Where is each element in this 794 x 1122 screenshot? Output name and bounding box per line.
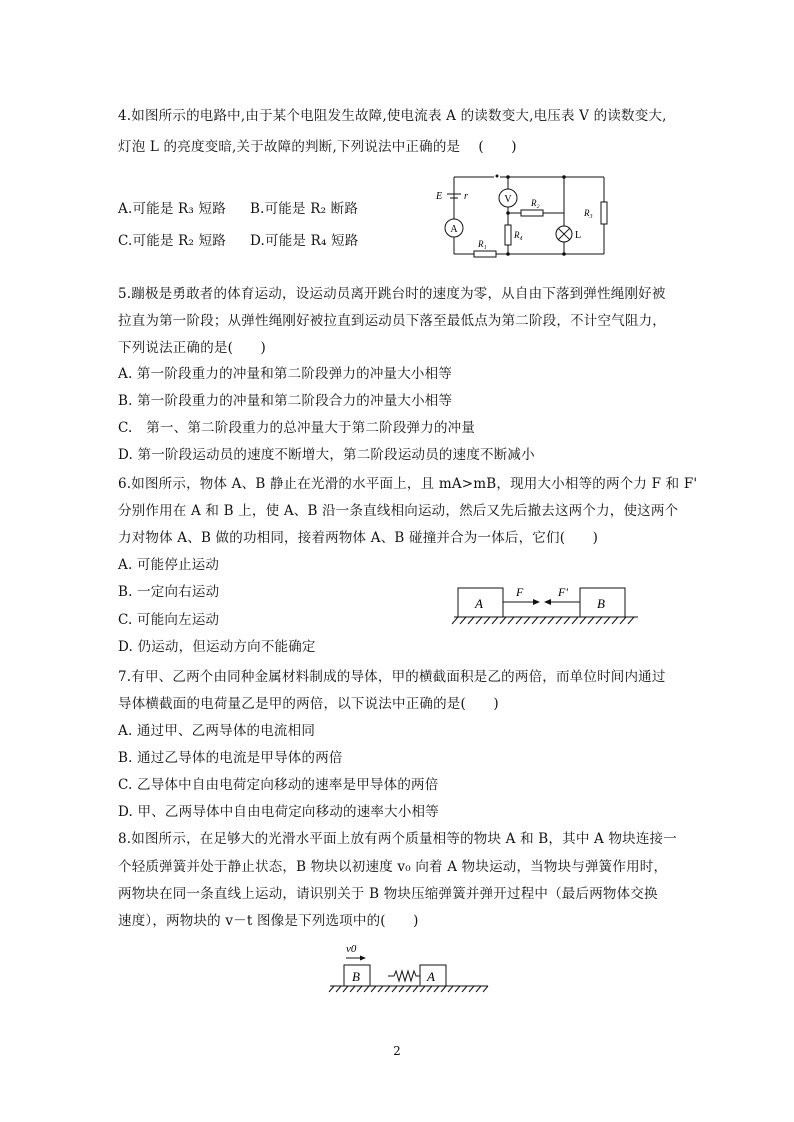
blocks-force-diagram	[448, 580, 648, 630]
spring-blocks-diagram	[328, 935, 494, 997]
arrow-right-icon	[533, 599, 540, 605]
block-b-label: B	[352, 969, 360, 984]
q7-option-c: C. 乙导体中自由电荷定向移动的速率是甲导体的两倍	[118, 777, 439, 793]
emf-label: E	[436, 191, 443, 202]
q5-stem-line1: 5.蹦极是勇敢者的体育运动，设运动员离开跳台时的速度为零，从自由下落到弹性绳刚好被	[118, 286, 666, 302]
force-f-prime-label: F'	[558, 585, 568, 599]
q6-stem-line2: 分别作用在 A 和 B 上，使 A、B 沿一条直线相向运动，然后又先后撤去这两个力，使这两个	[118, 503, 679, 519]
q6-option-d: D. 仍运动，但运动方向不能确定	[118, 639, 316, 655]
q8-stem-line2: 个轻质弹簧并处于静止状态，B 物块以初速度 v₀ 向着 A 物块运动，当物块与弹簧作用时，	[118, 859, 668, 875]
q5-stem-line3: 下列说法正确的是( )	[118, 340, 266, 356]
q5-stem-line2: 拉直为第一阶段；从弹性绳刚好被拉直到运动员下落至最低点为第二阶段，不计空气阻力，	[118, 313, 666, 329]
q7-option-a: A. 通过甲、乙两导体的电流相同	[118, 723, 316, 739]
velocity-arrow-icon	[360, 956, 366, 961]
q7-option-d: D. 甲、乙两导体中自由电荷定向移动的速率大小相等	[118, 804, 439, 820]
ammeter-label: A	[450, 224, 458, 235]
q8-stem-line3: 两物块在同一条直线上运动，请识别关于 B 物块压缩弹簧并弹开过程中（最后两物体交换	[118, 886, 658, 902]
r3-label: R₃	[584, 208, 593, 218]
q4-option-b: B.可能是 R₂ 断路	[250, 201, 359, 217]
q8-stem-line1: 8.如图所示，在足够大的光滑水平面上放有两个质量相等的物块 A 和 B，其中 A 物块连接一	[118, 831, 677, 847]
q7-option-b: B. 通过乙导体的电流是甲导体的两倍	[118, 750, 343, 766]
q4-stem-line2: 灯泡 L 的亮度变暗,关于故障的判断,下列说法中正确的是 ( )	[118, 139, 517, 155]
internal-resistance-label: r	[464, 191, 468, 202]
page-number: 2	[393, 1044, 401, 1058]
q6-stem-line1: 6.如图所示，物体 A、B 静止在光滑的水平面上，且 mA>mB，现用大小相等的两个力 F 和 F'	[118, 476, 698, 492]
block-a-label: A	[475, 596, 483, 611]
q5-option-a: A. 第一阶段重力的冲量和第二阶段弹力的冲量大小相等	[118, 366, 453, 382]
q6-option-a: A. 可能停止运动	[118, 557, 220, 573]
q8-stem-line4: 速度），两物块的 v－t 图像是下列选项中的( )	[118, 913, 419, 929]
block-a-label: A	[427, 969, 435, 984]
block-b-label: B	[597, 596, 605, 611]
q4-stem-line1: 4.如图所示的电路中,由于某个电阻发生故障,使电流表 A 的读数变大,电压表 V 的读数变大,	[118, 108, 667, 124]
lamp-label: L	[575, 230, 582, 241]
voltmeter-label: V	[504, 194, 512, 205]
q4-option-d: D.可能是 R₄ 短路	[250, 233, 359, 249]
q5-option-d: D. 第一阶段运动员的速度不断增大，第二阶段运动员的速度不断减小	[118, 447, 535, 463]
q7-stem-line2: 导体横截面的电荷量乙是甲的两倍，以下说法中正确的是( )	[118, 696, 499, 712]
q5-option-c: C. 第一、第二阶段重力的总冲量大于第二阶段弹力的冲量	[118, 420, 476, 436]
circuit-diagram	[430, 168, 620, 264]
q7-stem-line1: 7.有甲、乙两个由同种金属材料制成的导体，甲的横截面积是乙的两倍，而单位时间内通过	[118, 669, 666, 685]
q6-stem-line3: 力对物体 A、B 做的功相同，接着两物体 A、B 碰撞并合为一体后，它们( )	[118, 530, 599, 546]
r2-label: R₂	[531, 198, 540, 208]
q6-option-c: C. 可能向左运动	[118, 612, 220, 628]
q6-option-b: B. 一定向右运动	[118, 584, 220, 600]
q4-option-c: C.可能是 R₂ 短路	[118, 233, 226, 249]
q4-option-a: A.可能是 R₃ 短路	[118, 201, 226, 217]
r4-label: R₄	[514, 230, 523, 240]
velocity-label: v0	[346, 943, 357, 955]
force-f-label: F	[516, 585, 524, 599]
arrow-left-icon	[544, 599, 551, 605]
r1-label: R₁	[478, 239, 487, 249]
q5-option-b: B. 第一阶段重力的冲量和第二阶段合力的冲量大小相等	[118, 393, 453, 409]
